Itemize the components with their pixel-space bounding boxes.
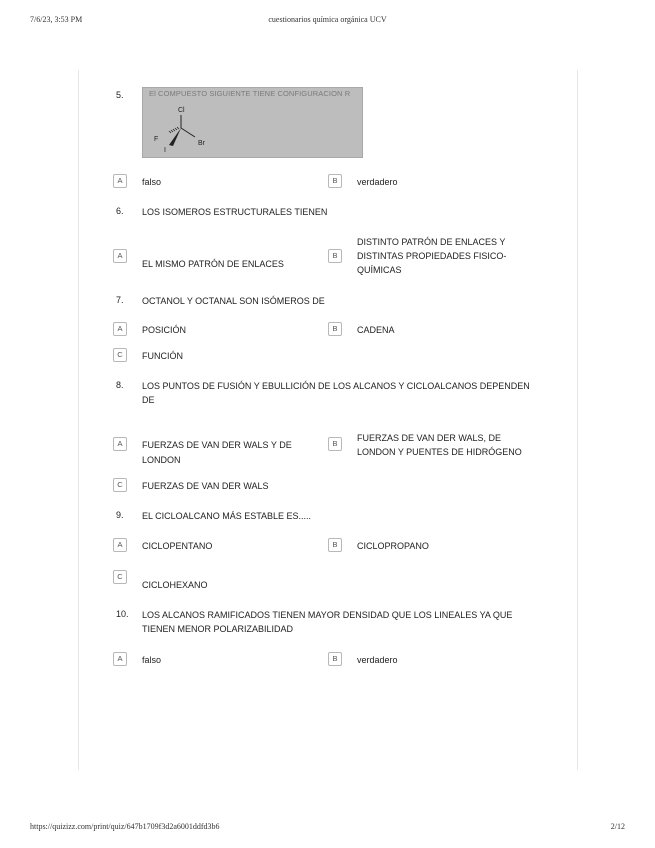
option-letter: C [113,348,127,362]
option-letter: B [328,249,342,263]
option-text: POSICIÓN [142,325,187,335]
option-text-line: FUERZAS DE VAN DER WALS Y DE [142,440,292,450]
option-text-line: DISTINTO PATRÓN DE ENLACES Y [357,237,506,247]
option-letter: B [328,322,342,336]
question-number: 8. [116,380,124,390]
question-text-line: DE [142,395,155,405]
question-image [142,87,363,158]
option-letter: A [113,174,127,188]
atom-left: F [154,136,159,143]
option-letter: B [328,437,342,451]
question-number: 7. [116,295,124,305]
option-letter: A [113,249,127,263]
option-letter: B [328,174,342,188]
molecule-diagram [143,88,363,158]
question-text-line: LOS ALCANOS RAMIFICADOS TIENEN MAYOR DENSIDAD QUE LOS LINEALES YA QUE [142,610,513,620]
question-number: 6. [116,206,124,216]
option-letter: A [113,652,127,666]
question-number: 5. [116,90,124,100]
question-text: EL CICLOALCANO MÁS ESTABLE ES..... [142,511,312,521]
option-text-line: FUERZAS DE VAN DER WALS, DE [357,433,502,443]
option-text: verdadero [357,655,398,665]
option-text: CADENA [357,325,395,335]
question-text: LOS ISOMEROS ESTRUCTURALES TIENEN [142,207,328,217]
option-text: FUNCIÓN [142,351,183,361]
question-text-line: TIENEN MENOR POLARIZABILIDAD [142,624,294,634]
option-text: falso [142,177,162,187]
option-text: falso [142,655,162,665]
atom-bottom: I [164,147,166,154]
page-number: 2/12 [610,822,625,831]
option-text: EL MISMO PATRÓN DE ENLACES [142,259,284,269]
option-text: FUERZAS DE VAN DER WALS [142,481,269,491]
question-number: 9. [116,510,124,520]
print-datetime: 7/6/23, 3:53 PM [30,15,83,24]
atom-top: Cl [178,107,185,114]
option-text: CICLOPROPANO [357,541,429,551]
page-left-border [78,70,79,770]
option-letter: B [328,538,342,552]
option-text: CICLOHEXANO [142,580,208,590]
option-text-line: LONDON [142,455,181,465]
question-text: OCTANOL Y OCTANAL SON ISÓMEROS DE [142,296,325,306]
option-letter: A [113,322,127,336]
page-right-border [577,70,578,770]
option-letter: A [113,538,127,552]
option-letter: C [113,478,127,492]
page-url: https://quizizz.com/print/quiz/647b1709f3d2a6001ddfd3b6 [30,822,220,831]
question-text-line: LOS PUNTOS DE FUSIÓN Y EBULLICIÓN DE LOS ALCANOS Y CICLOALCANOS DEPENDEN [142,381,530,391]
option-text-line: DISTINTAS PROPIEDADES FISICO- [357,251,507,261]
option-text-line: QUÍMICAS [357,265,402,275]
option-text: CICLOPENTANO [142,541,213,551]
image-caption: El COMPUESTO SIGUIENTE TIENE CONFIGURACION R [149,89,351,98]
question-number: 10. [116,609,129,619]
document-title: cuestionarios química orgánica UCV [268,15,387,24]
atom-right: Br [198,140,205,147]
option-letter: B [328,652,342,666]
option-letter: C [113,570,127,584]
option-text-line: LONDON Y PUENTES DE HIDRÓGENO [357,447,522,457]
option-text: verdadero [357,177,398,187]
option-letter: A [113,437,127,451]
